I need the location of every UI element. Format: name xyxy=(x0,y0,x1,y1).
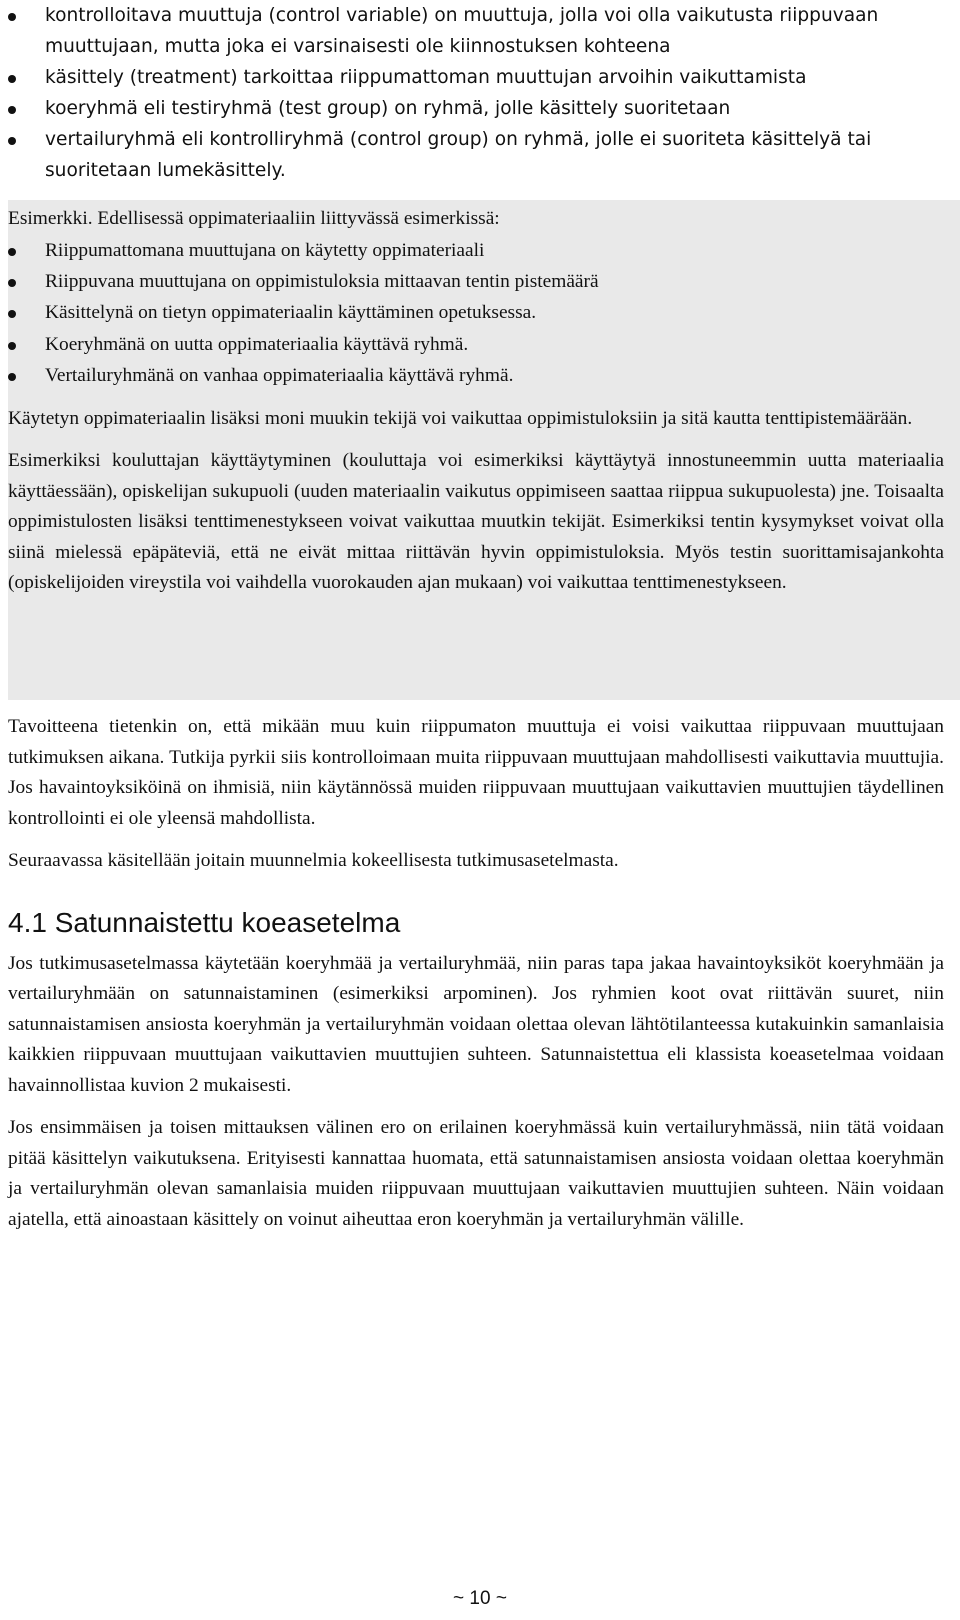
example-intro xyxy=(8,204,944,235)
body-paragraph: Jos ensimmäisen ja toisen mittauksen välinen ero on erilainen koeryhmässä kuin vertailuryhmässä, niin tätä voidaan pitää käsittelyn vaikutuksena. Erityisesti kannattaa huomata, että satunnaistamisen ansiosta voidaan olettaa koeryhmän ja vertailuryhmän olevan samanlaisia muiden riippuvaan muuttujaan vaikuttavien muuttujien suhteen. Näin voidaan ajatella, että ainoastaan käsittely on voinut aiheuttaa eron koeryhmän ja vertailuryhmän välille. xyxy=(8,1117,944,1230)
example-intro-text: Edellisessä oppimateriaaliin liittyvässä esimerkissä: xyxy=(97,208,500,229)
list-item-text: vertailuryhmä eli kontrolliryhmä (control group) on ryhmä, jolle ei suoriteta käsittelyä tai suoritetaan lumekäsittely. xyxy=(45,129,872,181)
list-item xyxy=(8,329,944,360)
document-page xyxy=(8,0,952,1230)
list-item xyxy=(8,0,952,62)
example-label: Esimerkki. xyxy=(8,208,93,229)
list-item xyxy=(8,124,952,186)
list-item-text: Koeryhmänä on uutta oppimateriaalia käyttävä ryhmä. xyxy=(45,333,469,355)
bullet-icon xyxy=(8,279,16,287)
section-heading: 4.1 Satunnaistettu koeasetelma xyxy=(8,906,401,938)
example-list xyxy=(8,235,944,392)
bullet-icon xyxy=(8,75,16,83)
bullet-icon xyxy=(8,13,16,21)
list-item-text: Käsittelynä on tietyn oppimateriaalin käyttäminen opetuksessa. xyxy=(45,302,537,324)
bullet-icon xyxy=(8,310,16,318)
bullet-icon xyxy=(8,248,16,256)
bullet-icon xyxy=(8,342,16,350)
example-paragraph: Käytetyn oppimateriaalin lisäksi moni muukin tekijä voi vaikuttaa oppimistuloksiin ja sitä kautta tenttipistemäärään. xyxy=(8,407,913,429)
list-item xyxy=(8,62,952,93)
page-number: ~ 10 ~ xyxy=(453,1588,507,1609)
list-item xyxy=(8,360,944,391)
body-paragraph: Seuraavassa käsitellään joitain muunnelmia kokeellisesta tutkimusasetelmasta. xyxy=(8,850,619,871)
main-text xyxy=(8,712,944,1235)
list-item-text: kontrolloitava muuttuja (control variable) on muuttuja, jolla voi olla vaikutusta riippuvaan muuttujaan, mutta joka ei varsinaisesti ole kiinnostuksen kohteena xyxy=(45,5,879,57)
list-item xyxy=(8,235,944,266)
list-item-text: Vertailuryhmänä on vanhaa oppimateriaalia käyttävä ryhmä. xyxy=(45,365,514,387)
bullet-icon xyxy=(8,106,16,114)
example-paragraph: Esimerkiksi kouluttajan käyttäytyminen (kouluttaja voi esimerkiksi käyttäytyä innostuneemmin uutta materiaalia käyttäessään), opiskelijan sukupuoli (uuden materiaalin vaikutus oppimiseen saattaa riippua sukupuolesta) jne. Toisaalta oppimistulosten lisäksi tenttimenestykseen voivat vaikuttaa muutkin tekijät. Esimerkiksi tentin kysymykset voivat olla siinä mielessä epäpäteviä, että ne eivät mittaa riittävän hyvin oppimistuloksia. Myös testin suorittamisajankohta (opiskelijoiden vireystila voi vaihdella vuorokauden ajan mukaan) voi vaikuttaa tenttimenestykseen. xyxy=(8,450,944,594)
list-item xyxy=(8,297,944,328)
example-box xyxy=(8,204,944,599)
list-item xyxy=(8,93,952,124)
list-item-text: käsittely (treatment) tarkoittaa riippumattoman muuttujan arvoihin vaikuttamista xyxy=(45,67,807,88)
bullet-icon xyxy=(8,373,16,381)
bullet-icon xyxy=(8,137,16,145)
list-item xyxy=(8,266,944,297)
list-item-text: Riippumattomana muuttujana on käytetty oppimateriaali xyxy=(45,239,485,261)
body-paragraph: Tavoitteena tietenkin on, että mikään muu kuin riippumaton muuttuja ei voisi vaikuttaa riippuvaan muuttujaan tutkimuksen aikana. Tutkija pyrkii siis kontrolloimaan muita riippuvaan muuttujaan mahdollisesti vaikuttavia muuttujia. Jos havaintoyksiköinä on ihmisiä, niin käytännössä muiden riippuvaan muuttujaan vaikuttavien muuttujien täydellinen kontrollointi ei ole yleensä mahdollista. xyxy=(8,716,944,829)
list-item-text: Riippuvana muuttujana on oppimistuloksia mittaavan tentin pistemäärä xyxy=(45,270,599,292)
body-paragraph: Jos tutkimusasetelmassa käytetään koeryhmää ja vertailuryhmää, niin paras tapa jakaa havaintoyksiköt koeryhmään ja vertailuryhmään on satunnaistaminen (esimerkiksi arpominen). Jos ryhmien koot ovat riittävän suuret, niin satunnaistamisen ansiosta koeryhmän ja vertailuryhmän voidaan olettaa olevan lähtötilanteessa kutakuinkin samanlaisia kaikkien riippuvaan muuttujaan vaikuttavien muuttujien suhteen. Satunnaistettua eli klassista koeasetelmaa voidaan havainnollistaa kuvion 2 mukaisesti. xyxy=(8,952,944,1096)
definition-list xyxy=(8,0,952,186)
list-item-text: koeryhmä eli testiryhmä (test group) on ryhmä, jolle käsittely suoritetaan xyxy=(45,98,731,119)
